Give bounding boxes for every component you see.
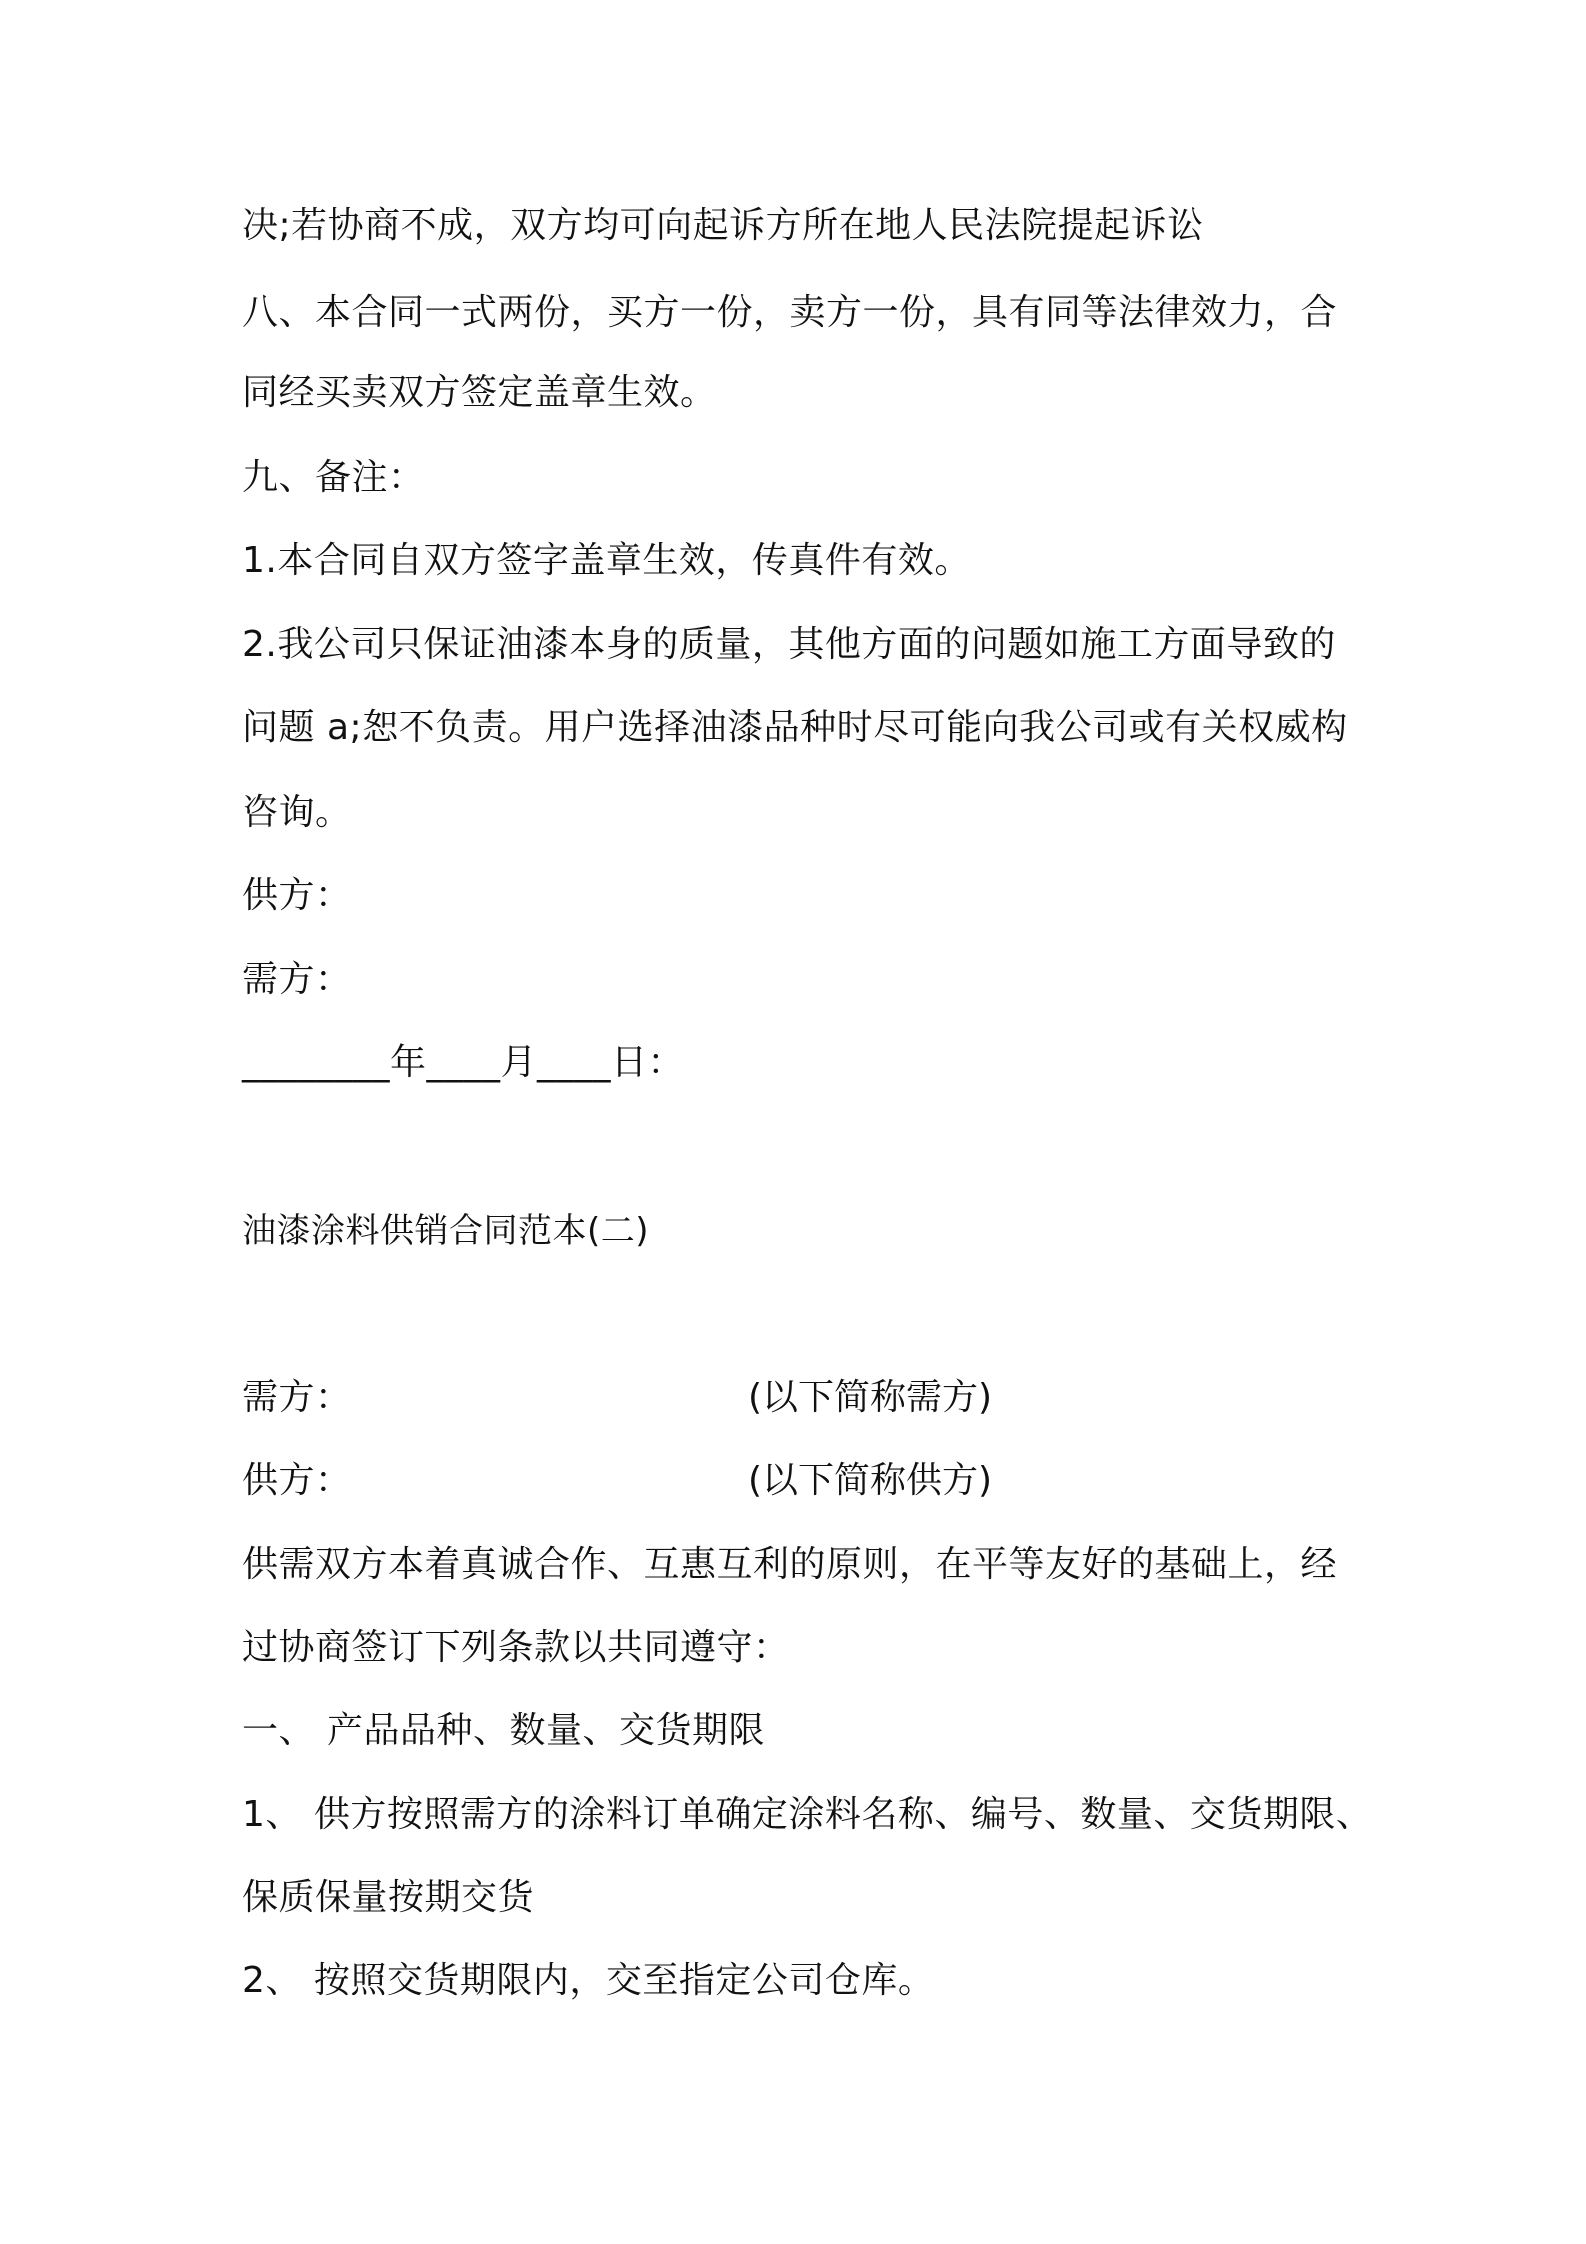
text-line: 过协商签订下列条款以共同遵守： [242,1627,790,1668]
text-line: 1、 供方按照需方的涂料订单确定涂料名称、编号、数量、交货期限、 [242,1794,1373,1835]
supplier-signature-label: 供方： [242,875,352,916]
party-supplier-label: 供方： [242,1460,352,1501]
text-line: 决;若协商不成，双方均可向起诉方所在地人民法院提起诉讼 [242,205,1204,246]
text-line: 问题 a;恕不负责。用户选择油漆品种时尽可能向我公司或有关权威构 [242,707,1348,748]
text-line: 2.我公司只保证油漆本身的质量，其他方面的问题如施工方面导致的 [242,624,1336,665]
party-supplier-abbrev: (以下简称供方) [748,1460,993,1501]
text-line: 同经买卖双方签定盖章生效。 [242,372,717,413]
document-title: 油漆涂料供销合同范本(二) [242,1211,650,1251]
text-line: 咨询。 [242,792,352,833]
section-heading: 一、 产品品种、数量、交货期限 [242,1710,765,1751]
text-line: 1.本合同自双方签字盖章生效，传真件有效。 [242,540,971,581]
party-buyer-label: 需方： [242,1377,352,1418]
text-line: 保质保量按期交货 [242,1877,535,1918]
section-heading: 九、备注： [242,457,425,498]
buyer-signature-label: 需方： [242,959,352,1000]
text-line: 2、 按照交货期限内，交至指定公司仓库。 [242,1960,935,2001]
text-line: 八、本合同一式两份，买方一份，卖方一份，具有同等法律效力，合 [242,292,1338,333]
date-line: ________年____月____日： [242,1042,685,1083]
party-buyer-abbrev: (以下简称需方) [748,1377,993,1418]
text-line: 供需双方本着真诚合作、互惠互利的原则，在平等友好的基础上，经 [242,1544,1338,1585]
